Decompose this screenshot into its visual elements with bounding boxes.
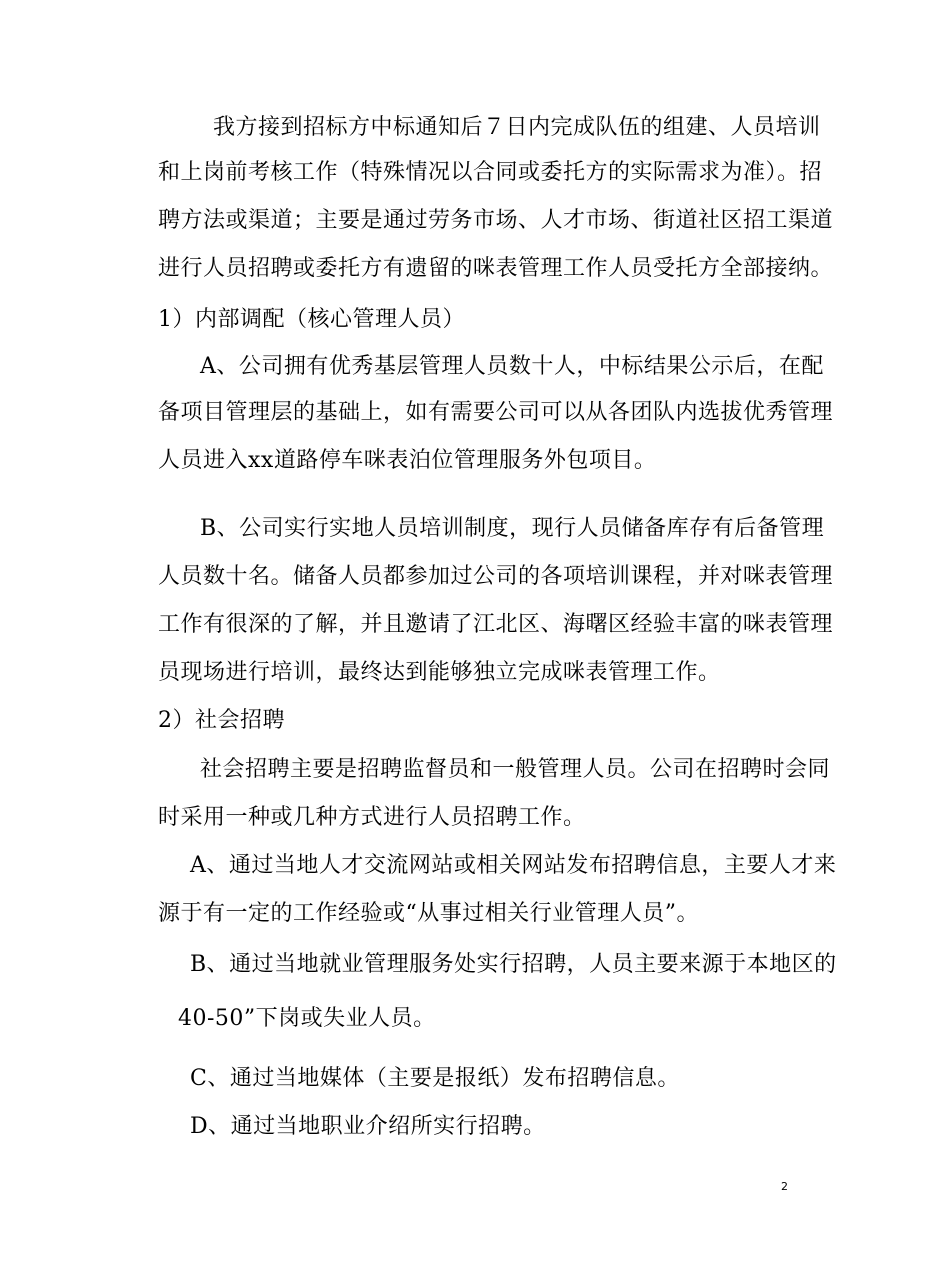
paragraph-6-line-2: 40-50”下岗或失业人员。 — [178, 1006, 436, 1031]
paragraph-1-line-2: 和上岗前考核工作（特殊情况以合同或委托方的实际需求为准）。招 — [158, 160, 823, 185]
page-number: 2 — [781, 1180, 788, 1193]
paragraph-2-line-1: A、公司拥有优秀基层管理人员数十人，中标结果公示后，在配 — [200, 354, 824, 379]
paragraph-3-line-4: 员现场进行培训，最终达到能够独立完成咪表管理工作。 — [158, 660, 721, 685]
paragraph-1-line-1: 我方接到招标方中标通知后７日内完成队伍的组建、人员培训 — [213, 115, 821, 140]
paragraph-4-line-1: 社会招聘主要是招聘监督员和一般管理人员。公司在招聘时会同 — [200, 757, 831, 782]
paragraph-5-line-1: A、通过当地人才交流网站或相关网站发布招聘信息，主要人才来 — [190, 853, 837, 878]
paragraph-4-line-2: 时采用一种或几种方式进行人员招聘工作。 — [158, 805, 586, 830]
paragraph-2-line-3: 人员进入xx道路停车咪表泊位管理服务外包项目。 — [158, 448, 657, 473]
paragraph-2-line-2: 备项目管理层的基础上，如有需要公司可以从各团队内选拔优秀管理 — [158, 400, 834, 425]
paragraph-1-line-4: 进行人员招聘或委托方有遗留的咪表管理工作人员受托方全部接纳。 — [158, 256, 834, 281]
paragraph-8-line-1: D、通过当地职业介绍所实行招聘。 — [190, 1114, 546, 1139]
paragraph-1-line-3: 聘方法或渠道；主要是通过劳务市场、人才市场、街道社区招工渠道 — [158, 208, 834, 233]
paragraph-3-line-2: 人员数十名。储备人员都参加过公司的各项培训课程，并对咪表管理 — [158, 564, 834, 589]
section-heading-2: 2）社会招聘 — [158, 708, 285, 733]
section-heading-1: 1）内部调配（核心管理人员） — [158, 307, 465, 332]
paragraph-3-line-1: B、公司实行实地人员培训制度，现行人员储备库存有后备管理 — [200, 516, 825, 541]
paragraph-6-line-1: B、通过当地就业管理服务处实行招聘，人员主要来源于本地区的 — [190, 952, 837, 977]
paragraph-5-line-2: 源于有一定的工作经验或“从事过相关行业管理人员”。 — [158, 901, 699, 926]
paragraph-7-line-1: C、通过当地媒体（主要是报纸）发布招聘信息。 — [190, 1066, 680, 1091]
paragraph-3-line-3: 工作有很深的了解，并且邀请了江北区、海曙区经验丰富的咪表管理 — [158, 612, 834, 637]
